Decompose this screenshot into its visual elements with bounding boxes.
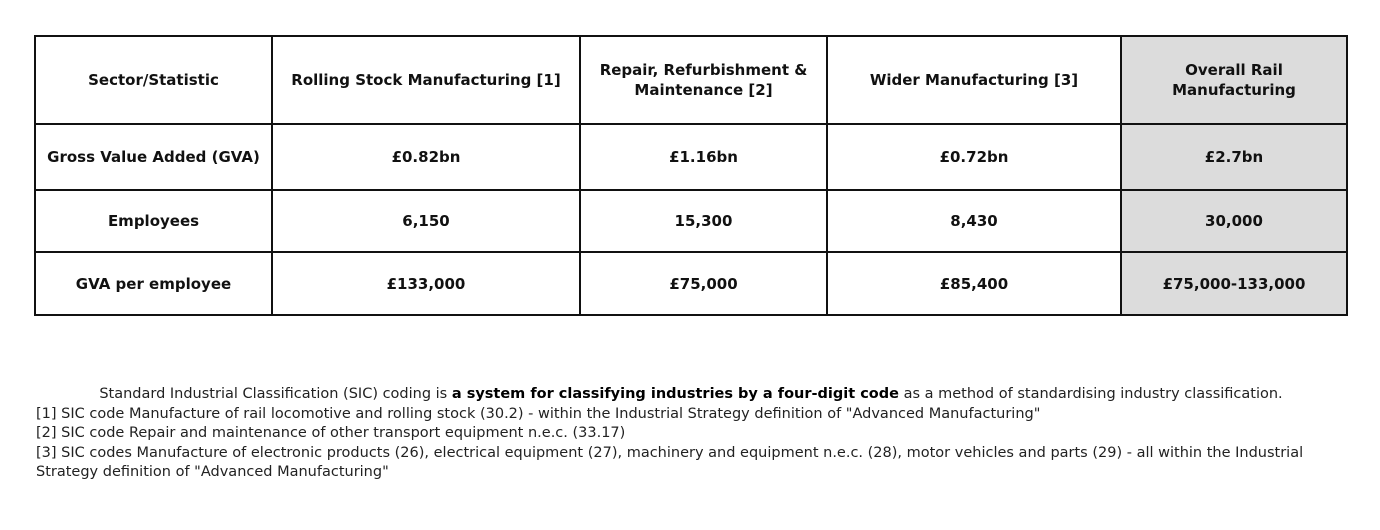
table-cell: £0.82bn [272, 124, 580, 190]
table-row-employees [35, 190, 1347, 252]
header-wider-manufacturing: Wider Manufacturing [3] [827, 36, 1121, 124]
table-cell-overall: 30,000 [1121, 190, 1347, 252]
table-cell: £1.16bn [580, 124, 827, 190]
table-cell-overall: £75,000-133,000 [1121, 252, 1347, 315]
row-label: GVA per employee [35, 252, 272, 315]
header-rolling-stock: Rolling Stock Manufacturing [1] [272, 36, 580, 124]
table-cell: 6,150 [272, 190, 580, 252]
table-header-row [35, 36, 1347, 124]
table-cell: £75,000 [580, 252, 827, 315]
row-label: Gross Value Added (GVA) [35, 124, 272, 190]
table-row-gva [35, 124, 1347, 190]
table-cell: £0.72bn [827, 124, 1121, 190]
footnote-3: [3] SIC codes Manufacture of electronic products (26), electrical equipment (27), machinery and equipment n.e.c. (28), motor vehicles and parts (29) - all within the Industrial Strategy definition of "Advanced Manufacturing" [36, 444, 1304, 480]
sic-intro-rest: as a method of standardising industry classification. [898, 386, 1283, 402]
notes-section [36, 385, 1346, 483]
sic-intro-bold: a system for classifying industries by a four-digit code [451, 386, 899, 402]
header-sector-statistic: Sector/Statistic [35, 36, 272, 124]
footnote-2: [2] SIC code Repair and maintenance of other transport equipment n.e.c. (33.17) [36, 425, 626, 441]
header-repair-refurbishment: Repair, Refurbishment & Maintenance [2] [580, 36, 827, 124]
table-cell: 15,300 [580, 190, 827, 252]
footnote-1: [1] SIC code Manufacture of rail locomotive and rolling stock (30.2) - within the Industrial Strategy definition of "Advanced Manufacturing" [36, 405, 1041, 422]
sic-definition [56, 385, 1326, 405]
row-label: Employees [35, 190, 272, 252]
header-overall-rail: Overall Rail Manufacturing [1121, 36, 1347, 124]
table-cell: 8,430 [827, 190, 1121, 252]
table-cell: £133,000 [272, 252, 580, 315]
table-row-gva-per-employee [35, 252, 1347, 315]
sic-intro-text: Standard Industrial Classification (SIC) coding is [99, 386, 452, 402]
rail-manufacturing-table [34, 35, 1348, 316]
table-cell-overall: £2.7bn [1121, 124, 1347, 190]
table-cell: £85,400 [827, 252, 1121, 315]
